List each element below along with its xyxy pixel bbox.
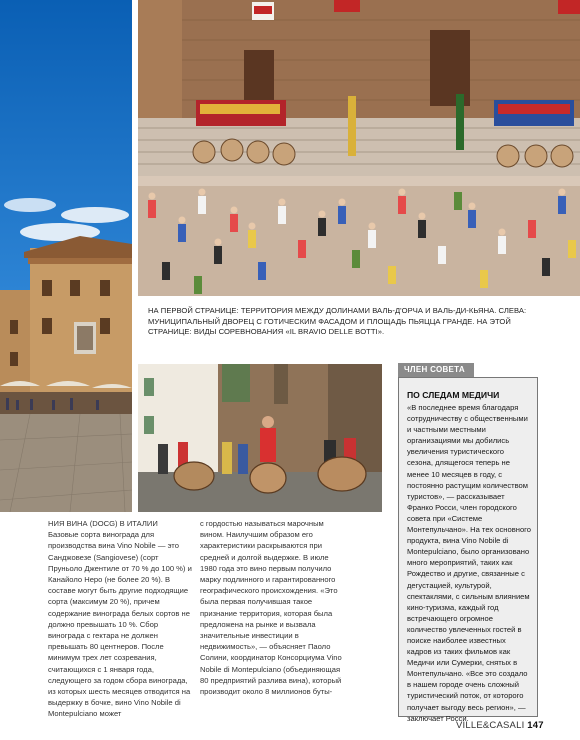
top-photo-bravio-crowd xyxy=(138,0,580,296)
body-column-1 xyxy=(48,518,194,720)
sidebar-text: «В последнее время благодаря сотрудничеству с общественными и частными местными организациями мы добились увеличения туристического сезона, длящегося теперь не менее 10 месяцев в году, с постоянно растущим количеством туристов», — рассказывает Франко Росси, член городского совета при «Системе Монтепульчано». На тех основного продукта, вина Vino Nobile di Montepulciano, было организовано много мероприятий, таких как Рождество и другие, связанные с дегустацией, культурой, спектаклями, с сильным влиянием кино-туризма, каждый год встречающего огромное количество увлеченных гостей в поиске наиболее известных кадров из таких фильмов как Медичи или Сумерки, снятых в Монтепульчано. «Все это создало в нашем городе очень сложный туристический поток, от которого получает выгоду весь регион», — заключает Росси. xyxy=(407,403,531,723)
column-1-text: Базовые сорта винограда для производства вина Vino Nobile — это Санджовезе (Sangiovese) (сорт Пруньоло Джентиле от 70 % до 100 %) и Канайоло Неро (не более 20 %). В составе могут быть другие подходящие сорта (максимум 20 %), причем содержание винограда белых сортов не должно превышать 10 %. Сбор винограда с гектара не должен превышать 80 центнеров. После минимум трех лет созревания, считающихся с 1 января года, следующего за годом сбора винограда, из которых шесть месяцев отводится на выдержку в бочке, вино Vino Nobile di Montepulciano может xyxy=(48,530,192,719)
page-footer xyxy=(456,720,544,731)
mid-photo-barrel-race xyxy=(138,364,382,512)
sidebar-box xyxy=(398,377,538,723)
column-1-heading: НИЯ ВИНА (DOCG) В ИТАЛИИ xyxy=(48,519,158,528)
body-column-2: с гордостью называться марочным вином. Наилучшим образом его характеристики раскрываются при средней и долгой выдержке. В июле 1980 года это вино первым получило марку подлинного и гарантированного географического происхождения. «Это была первая получившая такое признание территория, которая была предложена на рынке и вызвала значительные инвестиции в недвижимость», — объясняет Паоло Солини, координатор Консорциума Vino Nobile di Montepulciano (объединяющая 80 предприятий разлива вина), который производит около 8 миллионов буты- xyxy=(200,519,342,697)
sidebar-title: ПО СЛЕДАМ МЕДИЧИ xyxy=(407,390,500,400)
sidebar-tab-label: ЧЛЕН СОВЕТА xyxy=(398,363,474,377)
left-photo-piazza-grande xyxy=(0,0,132,512)
page-number: 147 xyxy=(527,720,544,731)
photo-caption: НА ПЕРВОЙ СТРАНИЦЕ: ТЕРРИТОРИЯ МЕЖДУ ДОЛИНАМИ ВАЛЬ-Д'ОРЧА И ВАЛЬ-ДИ-КЬЯНА. СЛЕВА: МУНИЦИПАЛЬНЫЙ ДВОРЕЦ С ГОТИЧЕСКИМ ФАСАДОМ И ПЛОЩАДЬ ПЬЯЦЦА ГРАНДЕ. НА ЭТОЙ СТРАНИЦЕ: ВИДЫ СОРЕВНОВАНИЯ «IL BRAVIO DELLE BOTTI». xyxy=(148,306,527,337)
magazine-name: VILLE&CASALI xyxy=(456,720,525,731)
